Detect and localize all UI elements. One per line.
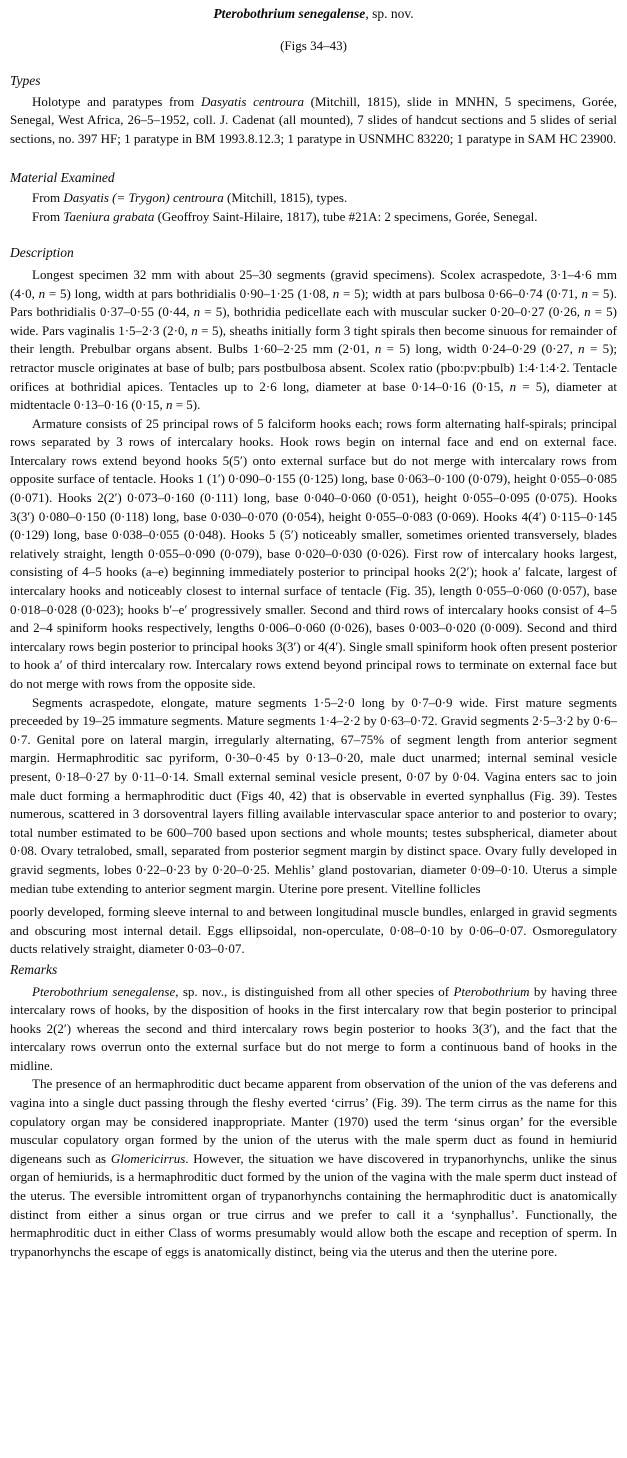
section-heading-remarks: Remarks (10, 961, 58, 977)
italic-run: n (581, 285, 589, 301)
italic-run: Pterobothrium (453, 983, 530, 999)
section-heading-material-examined: Material Examined (10, 169, 115, 185)
material-line-1: From Dasyatis (= Trygon) centroura (Mitchill, 1815), types. (32, 190, 348, 206)
species-name: Pterobothrium senegalense (213, 6, 366, 21)
italic-run: n (193, 304, 201, 320)
italic-run: n (578, 341, 585, 357)
species-title (10, 5, 617, 24)
italic-run: Dasyatis (= Trygon) centroura (63, 190, 224, 206)
italic-run: n (332, 285, 340, 301)
italic-run: n (191, 322, 198, 338)
description-paragraph-2: Armature consists of 25 principal rows of 5 falciform hooks each; rows form alternating half-spirals; principal rows separated by 3 rows of intercalary hooks. Hook rows begin on internal face and end on external face. Intercalary rows extend beyond hooks 5(5′) onto external surface but do not merge with intercalary rows from opposite surface of tentacle. Hooks 1 (1′) 0·090–0·155 (0·125) long, base 0·063–0·100 (0·079), height 0·055–0·085 (0·071). Hooks 2(2′) 0·073–0·160 (0·111) long, base 0·040–0·060 (0·051), height 0·055–0·095 (0·075). Hooks 3(3′) 0·080–0·150 (0·118) long, base 0·030–0·070 (0·054), height 0·055–0·083 (0·069). Hooks 4(4′) 0·115–0·145 (0·129) long, base 0·038–0·055 (0·048). Hooks 5 (5′) noticeably smaller, sometimes oriented transversely, blades relatively straight, length 0·055–0·090 (0·079), base 0·020–0·030 (0·026). First row of intercalary hooks largest, consisting of 4–5 hooks (a–e) beginning immediately posterior to principal hooks 2(2′); hook a′ falcate, largest of intercalary hooks and noticeably closest to internal surface of tentacle (Fig. 35), length 0·055–0·060 (0·057), base 0·018–0·028 (0·023); hooks b′–e′ progressively smaller. Second and third rows of intercalary hooks consist of 4–5 and 2–4 spiniform hooks respectively, lengths 0·006–0·060 (0·026), bases 0·003–0·020 (0·009). Second and third intercalary rows begin posterior to principal hooks 3(3′) or 4(4′). Single small spiniform hook often present posterior to hook a′ of third intercalary row. Intercalary rows extend beyond principal rows to terminate on external face but do not merge with rows from the opposite side. (10, 415, 617, 691)
description-paragraph-3-continued: poorly developed, forming sleeve internal to and between longitudinal muscle bundles, enlarged in gravid segments and obscuring most internal detail. Eggs ellipsoidal, non-operculate, 0·08–0·10 by 0·06–0·07. Osmoregulatory ducts relatively straight, diameter 0·03–0·07. (10, 904, 617, 957)
material-line-2: From Taeniura grabata (Geoffroy Saint-Hilaire, 1817), tube #21A: 2 specimens, Gorée, Senegal. (32, 208, 538, 224)
title-suffix: , sp. nov. (365, 6, 414, 21)
types-paragraph: Holotype and paratypes from Dasyatis centroura (Mitchill, 1815), slide in MNHN, 5 specimens, Gorée, Senegal, West Africa, 26–5–1952, coll. J. Cadenat (all mounted), 7 slides of handcut sections and 5 slides of serial sections, no. 397 HF; 1 paratype in BM 1993.8.12.3; 1 paratype in USNMHC 83220; 1 paratype in SAM HC 23900. (10, 93, 618, 146)
italic-run: n (165, 397, 173, 413)
remarks-paragraph-1: Pterobothrium senegalense, sp. nov., is distinguished from all other species of Pterobothrium by having three intercalary rows of hooks, by the disposition of hooks in the first intercalary row that begin posterior to principal hooks 2(2′) whereas the second and third intercalary rows begin posterior to hooks 3(3′), and the fact that the intercalary rows overrun onto the external surface but do not merge to form a continuous band of hooks in the midline. (10, 983, 617, 1073)
italic-run: n (38, 285, 46, 301)
italic-run: Glomericirrus (110, 1150, 186, 1166)
section-heading-types: Types (10, 73, 41, 89)
italic-run: n (374, 341, 382, 357)
italic-run: Dasyatis centroura (200, 93, 304, 109)
section-heading-description: Description (10, 245, 74, 261)
description-paragraph-1: Longest specimen 32 mm with about 25–30 segments (gravid specimens). Scolex acraspedote, 3·1–4·6 mm (4·0, n = 5) long, width at pars bothridialis 0·90–1·25 (1·08, n = 5); width at pars bulbosa 0·66–0·74 (0·71, n = 5). Pars bothridialis 0·37–0·55 (0·44, n = 5), bothridia pedicellate each with muscular sucker 0·20–0·27 (0·26, n = 5) wide. Pars vaginalis 1·5–2·3 (2·0, n = 5), sheaths initially form 3 tight spirals then become sinuous for remainder of their length. Prebulbar organs absent. Bulbs 1·60–2·25 mm (2·01, n = 5) long, width 0·24–0·29 (0·27, n = 5); retractor muscle originates at base of bulb; pars postbulbosa absent. Scolex ratio (pbo:pv:pbulb) 1:4·1:4·2. Tentacle orifices at bothridial apices. Tentacles up to 2·6 long, diameter at base 0·14–0·16 (0·15, n = 5), diameter at midtentacle 0·13–0·16 (0·15, n = 5). (10, 266, 618, 413)
remarks-paragraph-2: The presence of an hermaphroditic duct became apparent from observation of the union of the vas deferens and vagina into a single duct passing through the fleshy everted ‘cirrus’ (Fig. 39). The term cirrus as the name for this copulatory organ may be considered inappropriate. Manter (1970) used the term ‘sinus organ’ for the eversible muscular copulatory organ formed by the union of the uterus with the male sperm duct as found in hemiurid digeneans such as Glomericirrus. However, the situation we have discovered in trypanorhynchs, unlike the sinus organ of hemiurids, is a hermaphroditic duct formed by the union of the vagina with the male sperm duct instead of the uterus. The eversible intromittent organ of trypanorhynchs containing the hermaphroditic duct is anatomically distinct from either a sinus organ or true cirrus and we prefer to call it a ‘synphallus’. Functionally, the hermaphroditic duct in either Class of worms presumably would allow both the escape and reception of sperm. In trypanorhynchs the escape of eggs is anatomically distinct, being via the uterus and then the uterine pore. (10, 1076, 617, 1259)
italic-run: Pterobothrium senegalense (32, 983, 176, 999)
italic-run: n (509, 378, 517, 394)
italic-run: n (584, 304, 591, 320)
italic-run: Taeniura grabata (63, 208, 155, 224)
description-paragraph-3: Segments acraspedote, elongate, mature segments 1·5–2·0 long by 0·7–0·9 wide. First mature segments preceeded by 19–25 immature segments. Mature segments 1·4–2·2 by 0·63–0·72. Gravid segments 2·5–3·2 by 0·6–0·7. Genital pore on lateral margin, irregularly alternating, 67–75% of segment length from anterior segment margin. Hermaphroditic sac pyriform, 0·30–0·45 by 0·13–0·20, male duct unarmed; internal seminal vesicle present, 0·18–0·27 by 0·11–0·14. Small external seminal vesicle present, 0·07 by 0·04. Vagina enters sac to join male duct forming a hermaphroditic duct (Figs 40, 42) that is observable in everted synphallus (Fig. 39). Testes numerous, scattered in 3 dorsoventral layers filling available intervascular space anterior to and posterior to ovary; total number estimated to be 600–700 based upon sections and whole mounts; testes subspherical, diameter about 0·08. Ovary tetralobed, small, separated from posterior segment margin by distinct space. Ovary fully developed in gravid segments, lobes 0·22–0·23 by 0·20–0·25. Mehlis’ gland postovarian, diameter 0·09–0·10. Uterus a simple median tube extending to anterior segment margin. Uterine pore present. Vitelline follicles (10, 694, 617, 896)
figs-reference: (Figs 34–43) (280, 37, 347, 53)
